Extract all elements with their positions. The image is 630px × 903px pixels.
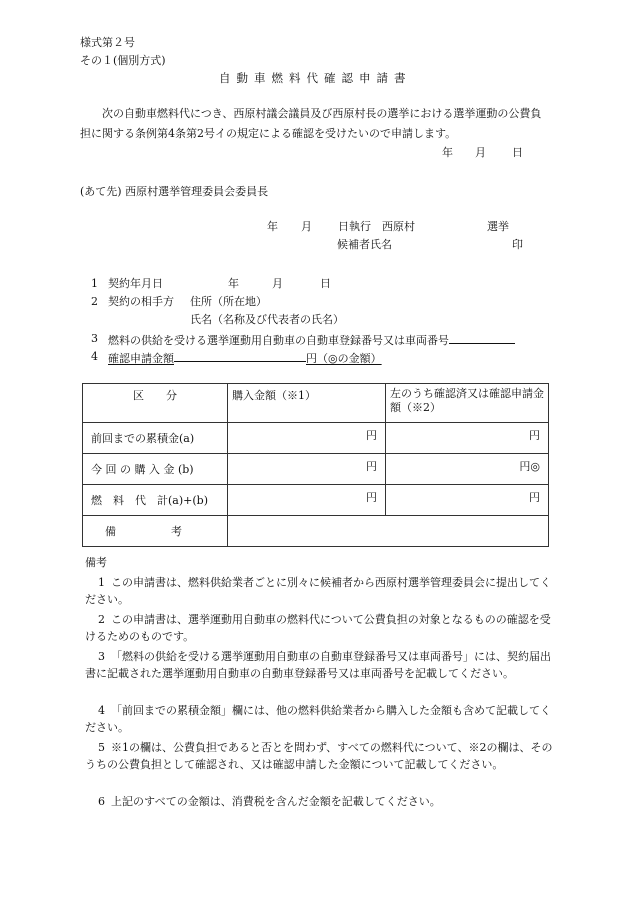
election-village: 西原村: [382, 220, 415, 233]
list-item: 1 この申請書は、燃料供給業者ごとに別々に候補者から西原村選挙管理委員会に提出してください。: [85, 576, 551, 606]
list-item: 6 上記のすべての金額は、消費税を含んだ金額を記載してください。: [98, 795, 441, 808]
cell-confirmed-cumulative[interactable]: 円: [386, 423, 549, 454]
item-2-number: 2: [91, 295, 98, 308]
date-day: 日: [512, 146, 523, 159]
table-header-confirmed: 左のうち確認済又は確認申請金額（※2）: [386, 384, 549, 423]
date-month: 月: [475, 146, 486, 159]
election-year: 年: [267, 220, 278, 233]
table-header-purchase: 購入金額（※1）: [228, 384, 386, 423]
intro-text: 次の自動車燃料代につき、西原村議会議員及び西原村長の選挙における選挙運動の公費負担に関する条例第4条第2号イの規定による確認を受けたいので申請します。: [80, 107, 542, 140]
row-label-current: 今 回 の 購 入 金 (b): [83, 454, 228, 485]
cell-remarks[interactable]: [228, 516, 549, 547]
item-2-name: 氏名（名称及び代表者の氏名）: [190, 313, 344, 326]
addressee: (あて先) 西原村選挙管理委員会委員長: [80, 185, 269, 198]
item-1-month: 月: [272, 277, 283, 290]
notes-heading: 備考: [85, 556, 107, 569]
list-item: 4 「前回までの累積金額」欄には、他の燃料供給業者から購入した金額も含めて記載してください。: [85, 704, 551, 734]
item-2-label: 契約の相手方: [108, 295, 174, 308]
form-number: 様式第２号: [80, 36, 135, 49]
cell-confirmed-current[interactable]: 円◎: [386, 454, 549, 485]
item-1-year: 年: [228, 277, 239, 290]
table-row: [83, 454, 549, 485]
item-4-number: 4: [91, 350, 98, 363]
list-item: 3 「燃料の供給を受ける選挙運動用自動車の自動車登録番号又は車両番号」には、契約届出書に記載された選挙運動用自動車の自動車登録番号又は車両番号を記載してください。: [85, 650, 551, 680]
cell-confirmed-total[interactable]: 円: [386, 485, 549, 516]
cell-purchase-cumulative[interactable]: 円: [228, 423, 386, 454]
election-kind: 選挙: [487, 220, 509, 233]
table-row: [83, 423, 549, 454]
list-item: 5 ※1の欄は、公費負担であると否とを問わず、すべての燃料代について、※2の欄は、そのうちの公費負担として確認され、又は確認申請した金額について記載してください。: [85, 741, 553, 771]
cell-purchase-total[interactable]: 円: [228, 485, 386, 516]
row-label-total: 燃 料 代 計(a)+(b): [83, 485, 228, 516]
cell-purchase-current[interactable]: 円: [228, 454, 386, 485]
item-1-label: 契約年月日: [108, 277, 163, 290]
list-item: 2 この申請書は、選挙運動用自動車の燃料代について公費負担の対象となるものの確認を受けるためのものです。: [85, 613, 551, 643]
fuel-amount-table: [82, 383, 549, 547]
item-1-number: 1: [91, 277, 98, 290]
item-4-label: 確認申請金額 円（◎の金額）: [108, 352, 382, 365]
election-month: 月: [301, 220, 312, 233]
item-3-number: 3: [91, 332, 98, 345]
item-2-address: 住所（所在地）: [190, 295, 267, 308]
item-3-label: 燃料の供給を受ける選挙運動用自動車の自動車登録番号又は車両番号: [108, 332, 515, 347]
candidate-name-label: 候補者氏名: [337, 238, 392, 251]
election-exec-day: 日執行: [338, 220, 371, 233]
row-label-remarks: 備 考: [83, 516, 228, 547]
claim-amount-field[interactable]: [174, 350, 306, 362]
page-title: 自動車燃料代確認申請書: [219, 71, 412, 85]
table-header-category: 区 分: [83, 384, 228, 423]
date-year: 年: [442, 146, 453, 159]
sub-form-label: その１(個別方式): [80, 54, 166, 67]
seal-mark: 印: [512, 238, 523, 251]
table-row: [83, 485, 549, 516]
vehicle-number-field[interactable]: [449, 332, 515, 344]
item-1-day: 日: [320, 277, 331, 290]
table-row: [83, 516, 549, 547]
row-label-cumulative: 前回までの累積金(a): [83, 423, 228, 454]
